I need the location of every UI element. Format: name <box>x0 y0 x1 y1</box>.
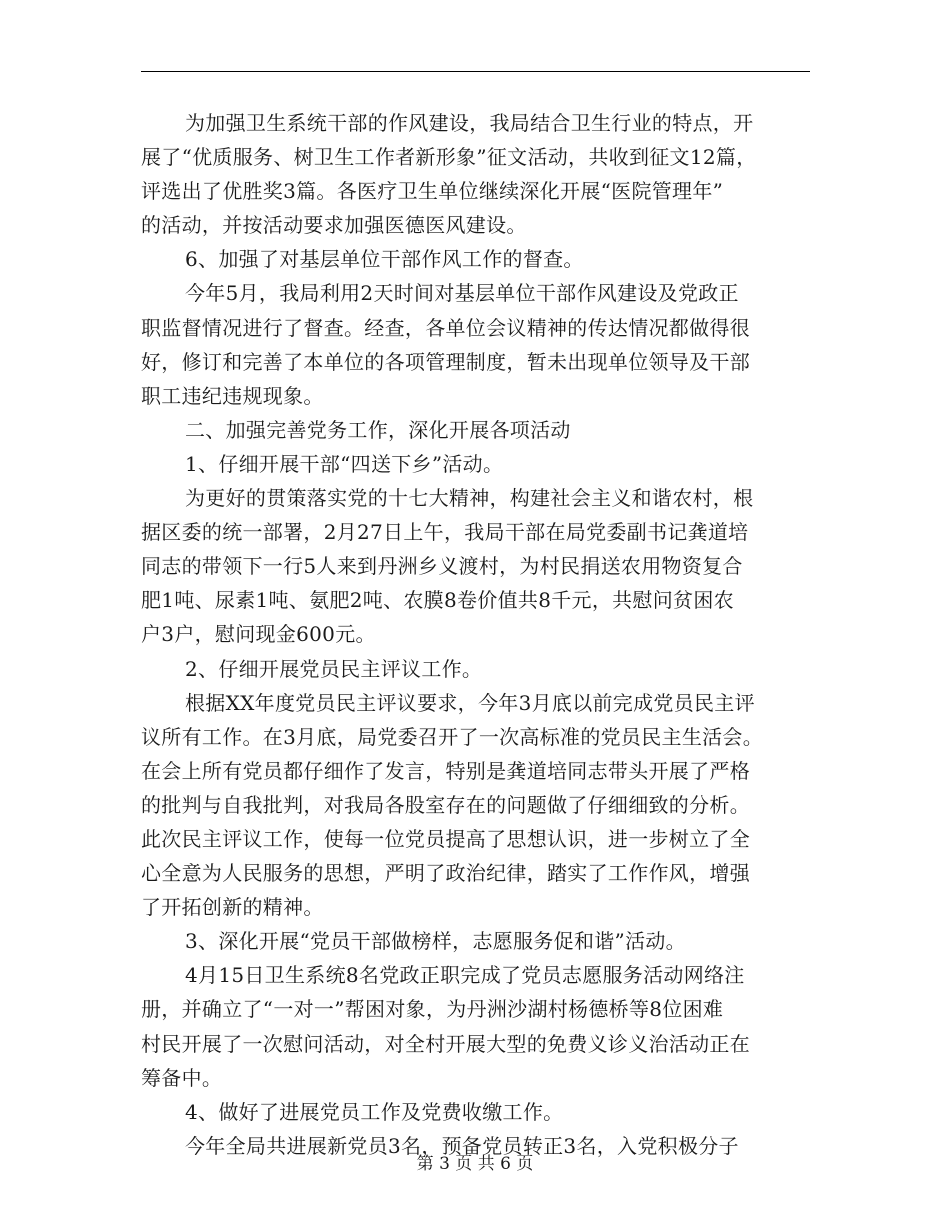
paragraph-line: 在会上所有党员都仔细作了发言，特别是龚道培同志带头开展了严格 <box>141 758 750 783</box>
paragraph-line: 的活动，并按活动要求加强医德医风建设。 <box>141 213 527 238</box>
paragraph-line: 好，修订和完善了本单位的各项管理制度，暂未出现单位领导及干部 <box>141 349 750 374</box>
page-footer: 第 3 页 共 6 页 <box>416 1154 534 1174</box>
section-heading: 6、加强了对基层单位干部作风工作的督查。 <box>185 247 584 272</box>
paragraph-line: 议所有工作。在3月底，局党委召开了一次高标准的党员民主生活会。 <box>141 724 764 749</box>
paragraph-line: 职监督情况进行了督查。经查，各单位会议精神的传达情况都做得很 <box>141 315 750 340</box>
paragraph-line: 心全意为人民服务的思想，严明了政治纪律，踏实了工作作风，增强 <box>141 861 750 886</box>
paragraph-line: 职工违纪违规现象。 <box>141 383 324 408</box>
section-heading: 二、加强完善党务工作，深化开展各项活动 <box>185 417 571 442</box>
paragraph-line: 为更好的贯策落实党的十七大精神，构建社会主义和谐农村，根 <box>185 486 754 511</box>
paragraph-line: 筹备中。 <box>141 1065 223 1090</box>
paragraph-line: 根据XX年度党员民主评议要求，今年3月底以前完成党员民主评 <box>185 690 755 715</box>
paragraph-line: 肥1吨、尿素1吨、氨肥2吨、农膜8卷价值共8千元，共慰问贫困农 <box>141 588 734 613</box>
paragraph-line: 4月15日卫生系统8名党政正职完成了党员志愿服务活动网络注 <box>185 963 745 988</box>
paragraph-line: 同志的带领下一行5人来到丹洲乡义渡村，为村民捐送农用物资复合 <box>141 554 743 579</box>
section-heading: 1、仔细开展干部“四送下乡”活动。 <box>185 451 504 476</box>
paragraph-line: 户3户，慰问现金600元。 <box>141 622 376 647</box>
paragraph-line: 据区委的统一部署，2月27日上午，我局干部在局党委副书记龚道培 <box>141 520 749 545</box>
section-heading: 3、深化开展“党员干部做榜样，志愿服务促和谐”活动。 <box>185 929 686 954</box>
document-body <box>141 106 813 1163</box>
paragraph-line: 评选出了优胜奖3篇。各医疗卫生单位继续深化开展“医院管理年” <box>141 179 724 204</box>
paragraph-line: 了开拓创新的精神。 <box>141 895 324 920</box>
paragraph-line: 展了“优质服务、树卫生工作者新形象”征文活动，共收到征文12篇， <box>141 145 757 170</box>
section-heading: 2、仔细开展党员民主评议工作。 <box>185 656 483 681</box>
paragraph-line: 册，并确立了“一对一”帮困对象，为丹洲沙湖村杨德桥等8位困难 <box>141 997 724 1022</box>
paragraph-line: 此次民主评议工作，使每一位党员提高了思想认识，进一步树立了全 <box>141 826 750 851</box>
section-heading: 4、做好了进展党员工作及党费收缴工作。 <box>185 1099 564 1124</box>
paragraph-line: 村民开展了一次慰问活动，对全村开展大型的免费义诊义治活动正在 <box>141 1031 750 1056</box>
paragraph-line: 为加强卫生系统干部的作风建设，我局结合卫生行业的特点，开 <box>185 111 754 135</box>
paragraph-line: 的批判与自我批判，对我局各股室存在的问题做了仔细细致的分析。 <box>141 792 750 817</box>
paragraph-line: 今年全局共进展新党员3名，预备党员转正3名，入党积极分子 <box>185 1133 739 1158</box>
paragraph-line: 今年5月，我局利用2天时间对基层单位干部作风建设及党政正 <box>185 281 739 306</box>
header-rule <box>141 71 810 72</box>
